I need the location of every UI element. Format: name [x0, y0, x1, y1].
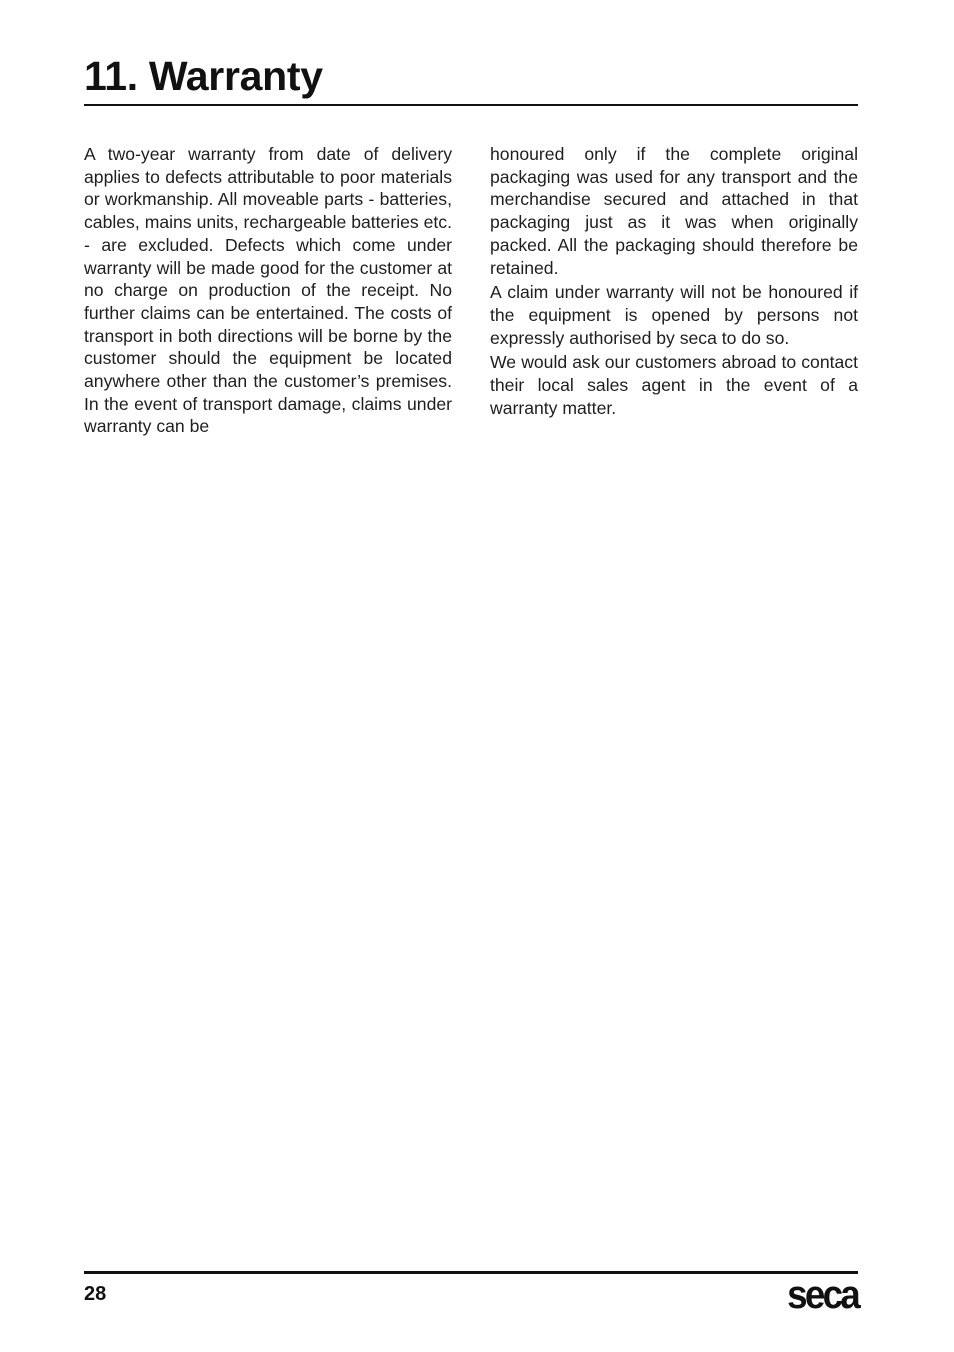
- warranty-paragraph: A two-year warranty from date of delivery applies to defects attributable to poor materials or workmanship. All moveable parts - batteries, cables, mains units, rechargeable batteries etc. - are excluded. Defects which come under warranty will be made good for the customer at no charge on production of the receipt. No further claims can be entertained. The costs of transport in both directions will be borne by the customer should the equipment be located anywhere other than the customer’s premises. In the event of transport damage, claims under warranty can be: [84, 144, 452, 437]
- seca-logo: seca: [787, 1273, 858, 1317]
- left-text-column: [84, 143, 452, 440]
- right-text-column: [490, 143, 858, 421]
- warranty-paragraph: A claim under warranty will not be honoured if the equipment is opened by persons not expressly authorised by seca to do so.: [490, 282, 858, 348]
- title-divider: [84, 104, 858, 106]
- footer-divider: [84, 1271, 858, 1274]
- warranty-paragraph: honoured only if the complete original packaging was used for any transport and the merchandise secured and attached in that packaging just as it was when originally packed. All the packaging should therefore be retained.: [490, 144, 858, 278]
- warranty-paragraph: We would ask our customers abroad to contact their local sales agent in the event of a warranty matter.: [490, 352, 858, 418]
- page-title: 11. Warranty: [84, 53, 323, 99]
- page-number: 28: [84, 1283, 107, 1305]
